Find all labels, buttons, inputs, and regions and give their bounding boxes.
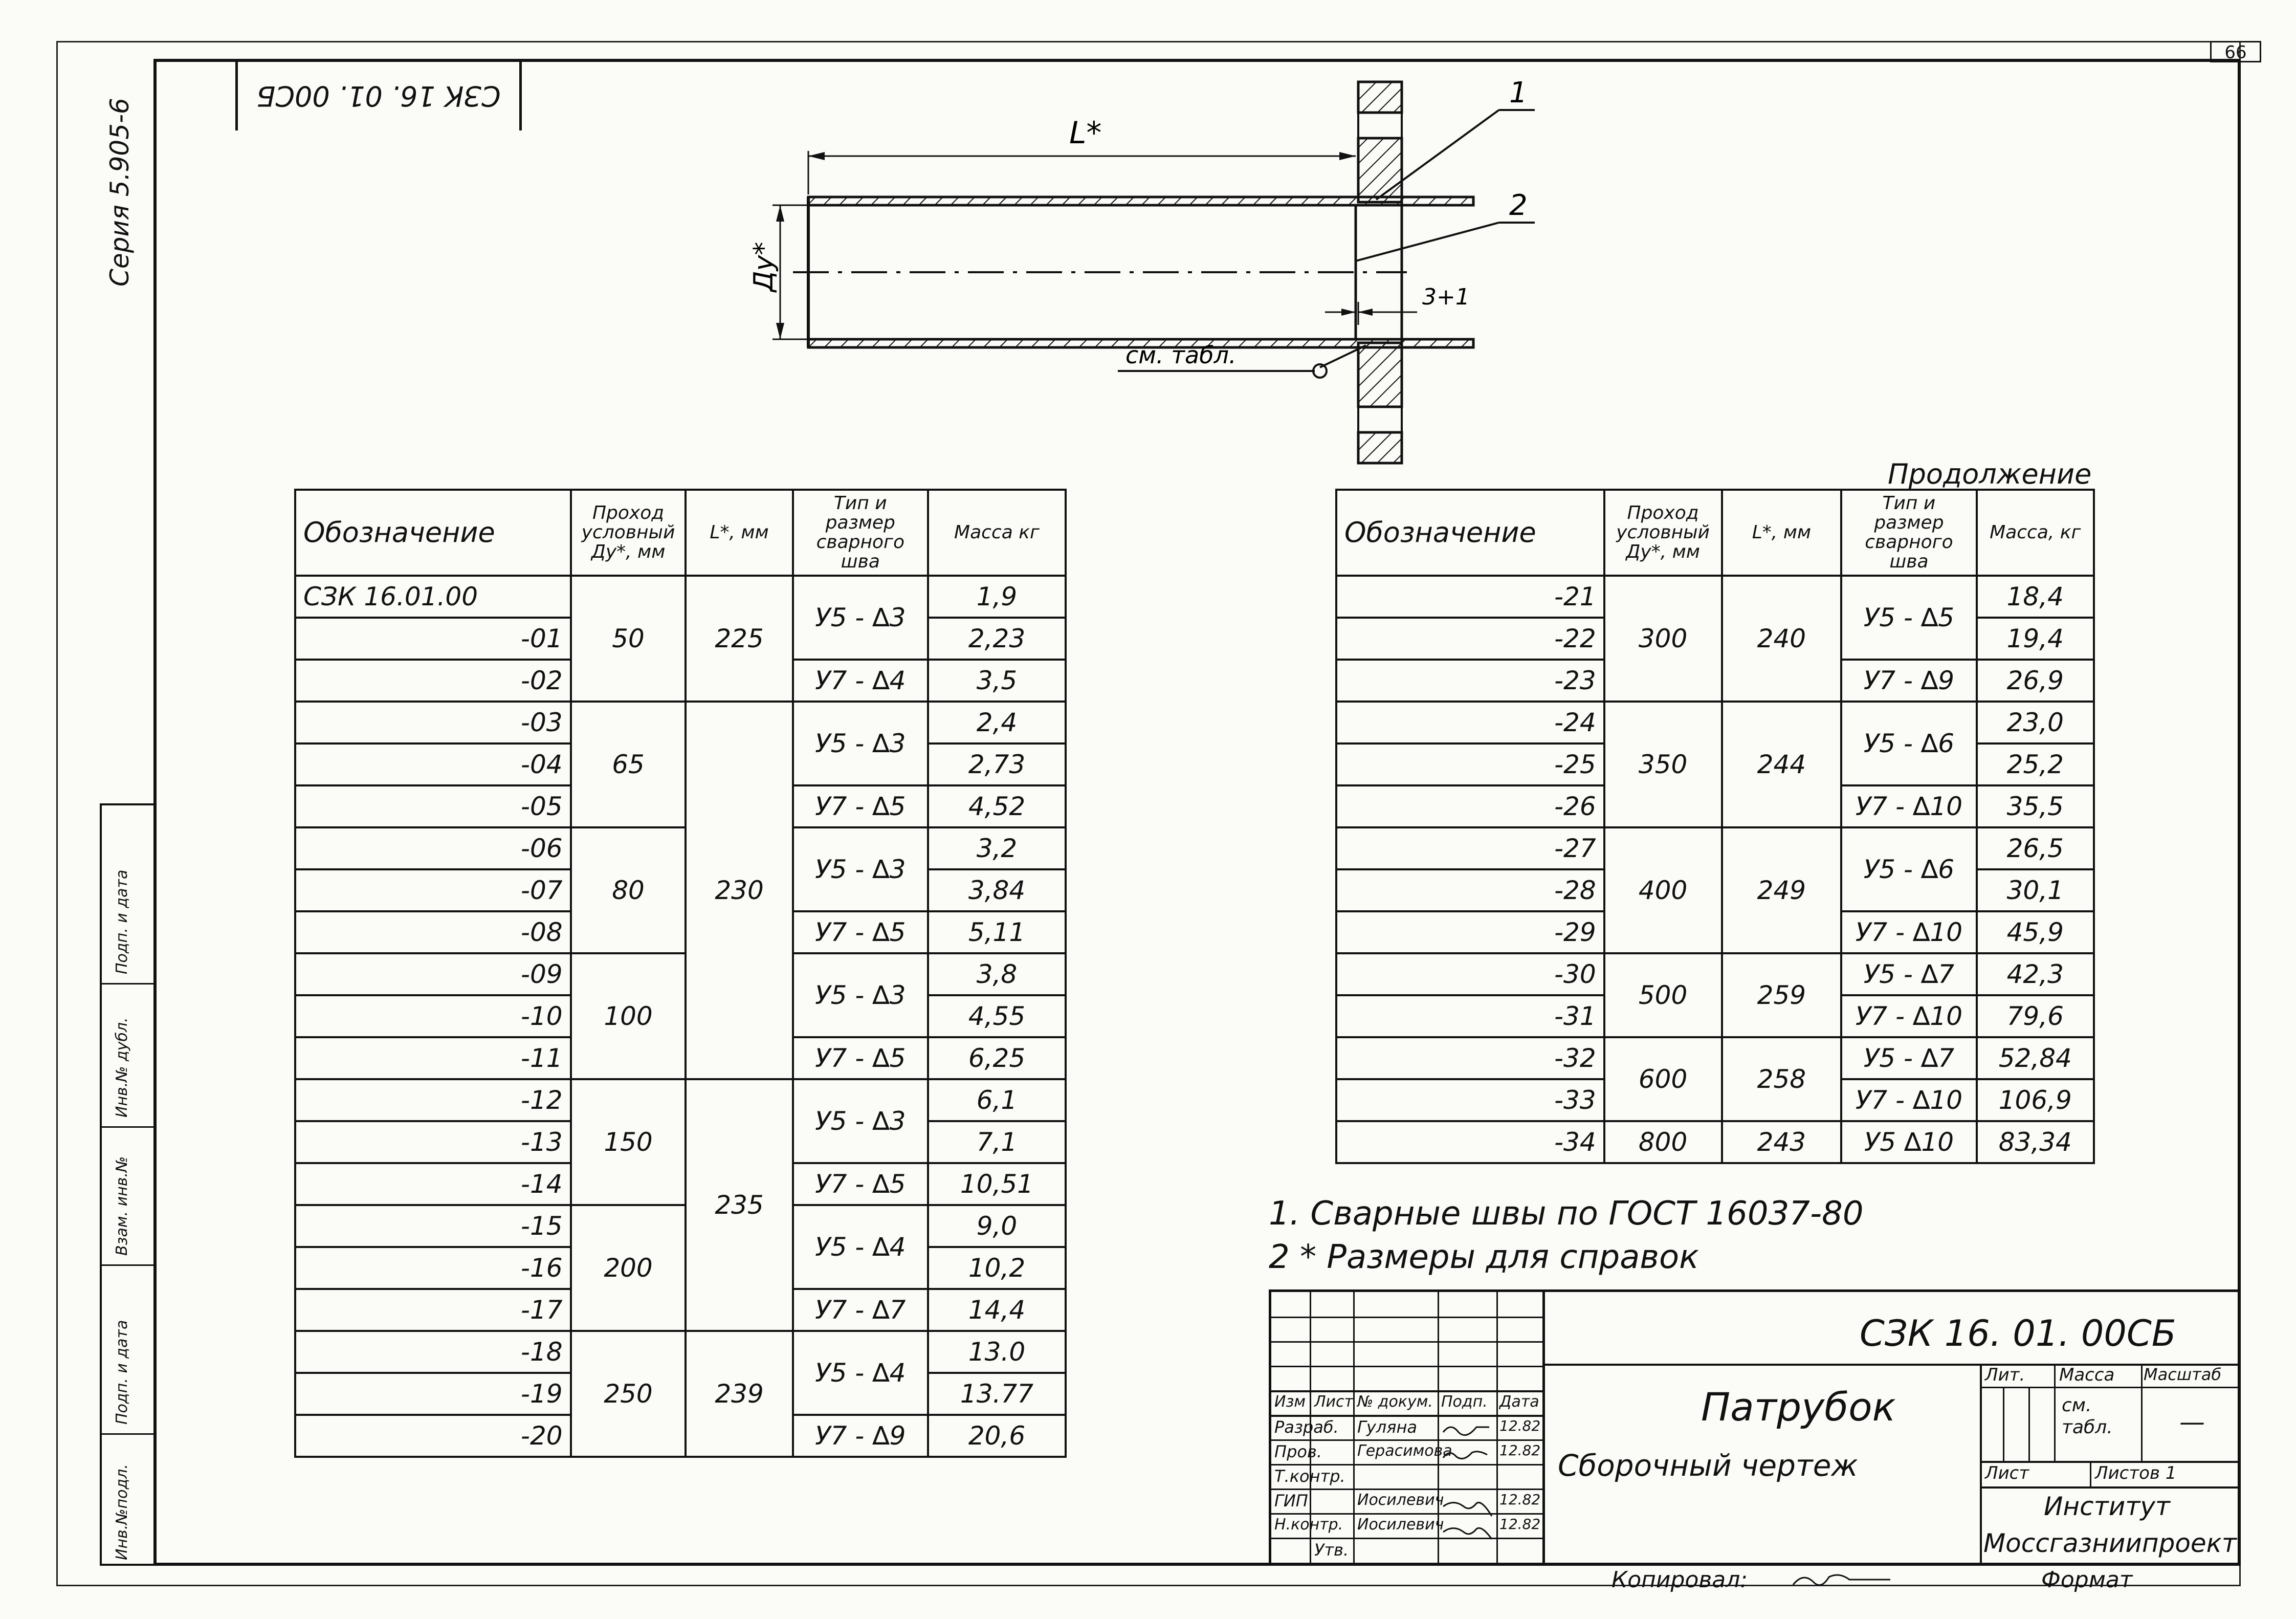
spec-table-left (294, 489, 1067, 1458)
weld-cell: У5 - ∆6 (1841, 827, 1976, 911)
tb-role: Разраб. (1274, 1417, 1339, 1437)
tb-doc-type: Сборочный чертеж (1558, 1448, 1858, 1483)
designation-cell: -02 (295, 660, 571, 702)
binding-label: Подп. и дата (113, 1320, 131, 1425)
weld-cell: У7 - ∆7 (793, 1289, 928, 1331)
mass-cell: 19,4 (1977, 618, 2094, 660)
dn-cell: 80 (571, 827, 686, 953)
dn-cell: 350 (1604, 702, 1722, 827)
mass-cell: 3,2 (928, 827, 1066, 869)
weld-cell: У7 - ∆10 (1841, 911, 1976, 953)
tb-lit-label: Лит. (1985, 1365, 2025, 1385)
mass-cell: 13.77 (928, 1373, 1066, 1415)
note-1: 1. Сварные швы по ГОСТ 16037-80 (1269, 1195, 1864, 1233)
diameter-label: Ду* (748, 242, 779, 292)
length-cell: 244 (1722, 702, 1842, 827)
designation-cell: -22 (1336, 618, 1604, 660)
binding-cell (102, 984, 153, 1128)
designation-cell: -25 (1336, 743, 1604, 785)
mass-cell: 14,4 (928, 1289, 1066, 1331)
weld-cell: У7 - ∆5 (793, 1163, 928, 1205)
length-cell: 259 (1722, 953, 1842, 1037)
tb-person: Герасимова (1357, 1442, 1452, 1460)
mass-cell: 30,1 (1977, 869, 2094, 911)
designation-cell: -21 (1336, 576, 1604, 618)
designation-cell: -30 (1336, 953, 1604, 995)
length-cell: 240 (1722, 576, 1842, 702)
tb-role: Т.контр. (1274, 1467, 1345, 1486)
mass-cell: 13.0 (928, 1331, 1066, 1373)
dn-cell: 150 (571, 1079, 686, 1205)
tb-header-izm: Изм (1274, 1393, 1306, 1411)
weld-cell: У5 - ∆3 (793, 576, 928, 660)
rotated-document-code: СЗК 16. 01. 00СБ (235, 59, 522, 130)
spec-table-right (1335, 489, 2095, 1164)
weld-cell: У5 - ∆3 (793, 827, 928, 911)
signatures (1439, 1417, 1495, 1540)
binding-label: Инв.№подл. (113, 1464, 131, 1560)
table-row (295, 953, 1066, 995)
binding-cell (102, 1128, 153, 1266)
tb-role: Утв. (1314, 1540, 1349, 1560)
designation-cell: -17 (295, 1289, 571, 1331)
note-2: 2 * Размеры для справок (1269, 1238, 1699, 1276)
length-cell: 239 (686, 1331, 792, 1457)
copier-signature (1791, 1567, 1893, 1592)
designation-cell: -33 (1336, 1079, 1604, 1121)
mass-cell: 106,9 (1977, 1079, 2094, 1121)
table-row (1336, 702, 2094, 743)
designation-cell: -11 (295, 1037, 571, 1079)
dn-cell: 50 (571, 576, 686, 702)
designation-cell: -18 (295, 1331, 571, 1373)
designation-cell: СЗК 16.01.00 (295, 576, 571, 618)
designation-cell: -06 (295, 827, 571, 869)
table-row (295, 702, 1066, 743)
mass-cell: 18,4 (1977, 576, 2094, 618)
mass-cell: 5,11 (928, 911, 1066, 953)
pipe-body (793, 197, 1473, 347)
title-block (1269, 1289, 2241, 1566)
designation-cell: -05 (295, 785, 571, 827)
binding-cell (102, 805, 153, 984)
dn-cell: 400 (1604, 827, 1722, 953)
tb-sheet-label: Лист (1985, 1463, 2029, 1483)
header-weld: Тип и размер сварного шва (793, 490, 928, 576)
tb-date: 12.82 (1499, 1442, 1541, 1459)
dn-cell: 250 (571, 1331, 686, 1457)
weld-cell: У7 - ∆9 (793, 1415, 928, 1457)
tb-role: ГИП (1274, 1491, 1308, 1511)
dn-cell: 200 (571, 1205, 686, 1331)
weld-cell: У5 ∆10 (1841, 1121, 1976, 1163)
mass-cell: 2,4 (928, 702, 1066, 743)
table-row (1336, 953, 2094, 995)
weld-cell: У5 - ∆5 (1841, 576, 1976, 660)
table-header-row (1336, 490, 2094, 576)
continuation-label: Продолжение (1888, 458, 2092, 490)
weld-cell: У5 - ∆6 (1841, 702, 1976, 785)
tb-person: Иосилевич (1357, 1491, 1444, 1509)
mass-cell: 23,0 (1977, 702, 2094, 743)
mass-cell: 4,52 (928, 785, 1066, 827)
designation-cell: -15 (295, 1205, 571, 1247)
tb-role: Н.контр. (1274, 1516, 1343, 1534)
length-dimension (808, 115, 1356, 194)
table-row (295, 576, 1066, 618)
dn-cell: 800 (1604, 1121, 1722, 1163)
designation-cell: -16 (295, 1247, 571, 1289)
designation-cell: -14 (295, 1163, 571, 1205)
mass-cell: 10,51 (928, 1163, 1066, 1205)
designation-cell: -26 (1336, 785, 1604, 827)
header-designation: Обозначение (295, 490, 571, 576)
weld-cell: У7 - ∆5 (793, 785, 928, 827)
tb-header-list: Лист (1314, 1393, 1354, 1411)
callout-2-label: 2 (1509, 189, 1528, 222)
tb-mass-value: см. табл. (2062, 1395, 2113, 1438)
page-number: 99 (2210, 41, 2261, 62)
designation-cell: -31 (1336, 995, 1604, 1037)
weld-cell: У7 - ∆9 (1841, 660, 1976, 702)
length-cell: 225 (686, 576, 792, 702)
tb-date: 12.82 (1499, 1491, 1541, 1508)
length-label: L* (1069, 115, 1102, 151)
part-drawing (691, 67, 1535, 476)
tb-scale-value: — (2179, 1407, 2205, 1437)
mass-cell: 52,84 (1977, 1037, 2094, 1079)
table-row (1336, 576, 2094, 618)
weld-cell: У7 - ∆5 (793, 911, 928, 953)
callout-leaders (1118, 76, 1535, 378)
length-cell: 235 (686, 1079, 792, 1331)
length-cell: 249 (1722, 827, 1842, 953)
tb-header-date: Дата (1499, 1393, 1539, 1411)
header-designation: Обозначение (1336, 490, 1604, 576)
length-cell: 230 (686, 702, 792, 1079)
designation-cell: -29 (1336, 911, 1604, 953)
dn-cell: 500 (1604, 953, 1722, 1037)
designation-cell: -34 (1336, 1121, 1604, 1163)
tb-part-name: Патрубок (1701, 1384, 1896, 1430)
tb-person: Иосилевич (1357, 1516, 1444, 1534)
table-row (295, 1331, 1066, 1373)
tb-code: СЗК 16. 01. 00СБ (1860, 1312, 2176, 1354)
binding-label: Взам. инв.№ (113, 1156, 131, 1256)
table-row (295, 1205, 1066, 1247)
weld-cell: У5 - ∆7 (1841, 953, 1976, 995)
tb-date: 12.82 (1499, 1516, 1541, 1533)
designation-cell: -32 (1336, 1037, 1604, 1079)
header-length: L*, мм (1722, 490, 1842, 576)
mass-cell: 3,5 (928, 660, 1066, 702)
weld-cell: У7 - ∆10 (1841, 995, 1976, 1037)
mass-cell: 3,8 (928, 953, 1066, 995)
weld-cell: У5 - ∆4 (793, 1205, 928, 1289)
table-row (1336, 1121, 2094, 1163)
designation-cell: -28 (1336, 869, 1604, 911)
tb-date: 12.82 (1499, 1417, 1541, 1434)
weld-cell: У5 - ∆4 (793, 1331, 928, 1415)
mass-cell: 2,23 (928, 618, 1066, 660)
weld-cell: У5 - ∆3 (793, 953, 928, 1037)
designation-cell: -19 (295, 1373, 571, 1415)
mass-cell: 42,3 (1977, 953, 2094, 995)
header-length: L*, мм (686, 490, 792, 576)
tb-scale-label: Масштаб (2144, 1365, 2222, 1384)
binding-strip (100, 803, 153, 1566)
table-row (1336, 1037, 2094, 1079)
header-mass: Масса кг (928, 490, 1066, 576)
header-weld: Тип и размер сварного шва (1841, 490, 1976, 576)
mass-cell: 45,9 (1977, 911, 2094, 953)
designation-cell: -07 (295, 869, 571, 911)
binding-label: Подп. и дата (113, 869, 131, 974)
mass-cell: 6,1 (928, 1079, 1066, 1121)
callout-1-label: 1 (1509, 76, 1528, 110)
designation-cell: -12 (295, 1079, 571, 1121)
mass-cell: 4,55 (928, 995, 1066, 1037)
copied-by-label: Копировал: (1611, 1567, 1748, 1593)
length-cell: 258 (1722, 1037, 1842, 1121)
weld-cell: У5 - ∆3 (793, 1079, 928, 1163)
table-row (1336, 827, 2094, 869)
gap-label: 3+1 (1422, 284, 1470, 310)
mass-cell: 6,25 (928, 1037, 1066, 1079)
length-cell: 243 (1722, 1121, 1842, 1163)
tb-header-doc: № докум. (1357, 1393, 1433, 1411)
tb-role: Пров. (1274, 1442, 1322, 1461)
weld-cell: У7 - ∆10 (1841, 1079, 1976, 1121)
mass-cell: 83,34 (1977, 1121, 2094, 1163)
dn-cell: 300 (1604, 576, 1722, 702)
mass-cell: 20,6 (928, 1415, 1066, 1457)
table-row (295, 1079, 1066, 1121)
mass-cell: 7,1 (928, 1121, 1066, 1163)
table-header-row (295, 490, 1066, 576)
designation-cell: -10 (295, 995, 571, 1037)
header-dn: Проход условный Ду*, мм (571, 490, 686, 576)
tb-org-line1: Институт (2044, 1492, 2171, 1521)
designation-cell: -27 (1336, 827, 1604, 869)
weld-cell: У7 - ∆10 (1841, 785, 1976, 827)
binding-cell (102, 1266, 153, 1435)
mass-cell: 79,6 (1977, 995, 2094, 1037)
dn-cell: 65 (571, 702, 686, 827)
series-label: Серия 5.905-6 (105, 98, 135, 287)
binding-label: Инв.№ дубл. (113, 1017, 131, 1118)
gap-dimension (1325, 284, 1470, 325)
mass-cell: 26,9 (1977, 660, 2094, 702)
designation-cell: -04 (295, 743, 571, 785)
designation-cell: -03 (295, 702, 571, 743)
mass-cell: 3,84 (928, 869, 1066, 911)
designation-cell: -24 (1336, 702, 1604, 743)
designation-cell: -20 (295, 1415, 571, 1457)
header-dn: Проход условный Ду*, мм (1604, 490, 1722, 576)
dn-cell: 600 (1604, 1037, 1722, 1121)
weld-cell: У5 - ∆7 (1841, 1037, 1976, 1079)
designation-cell: -09 (295, 953, 571, 995)
weld-cell: У7 - ∆5 (793, 1037, 928, 1079)
mass-cell: 10,2 (928, 1247, 1066, 1289)
tb-person: Гуляна (1357, 1417, 1417, 1437)
tb-org-line2: Моссгазниипроект (1983, 1528, 2237, 1558)
header-mass: Масса, кг (1977, 490, 2094, 576)
designation-cell: -01 (295, 618, 571, 660)
mass-cell: 25,2 (1977, 743, 2094, 785)
mass-cell: 9,0 (928, 1205, 1066, 1247)
table-row (295, 827, 1066, 869)
tb-mass-label: Масса (2059, 1365, 2115, 1385)
weld-label: см. табл. (1125, 341, 1237, 369)
mass-cell: 35,5 (1977, 785, 2094, 827)
mass-cell: 1,9 (928, 576, 1066, 618)
dn-cell: 100 (571, 953, 686, 1079)
weld-cell: У5 - ∆3 (793, 702, 928, 785)
weld-cell: У7 - ∆4 (793, 660, 928, 702)
designation-cell: -08 (295, 911, 571, 953)
designation-cell: -23 (1336, 660, 1604, 702)
format-label: Формат (2041, 1567, 2133, 1593)
tb-sheets-label: Листов 1 (2095, 1463, 2177, 1483)
designation-cell: -13 (295, 1121, 571, 1163)
binding-cell (102, 1435, 153, 1568)
mass-cell: 2,73 (928, 743, 1066, 785)
mass-cell: 26,5 (1977, 827, 2094, 869)
tb-header-sign: Подп. (1441, 1393, 1488, 1411)
